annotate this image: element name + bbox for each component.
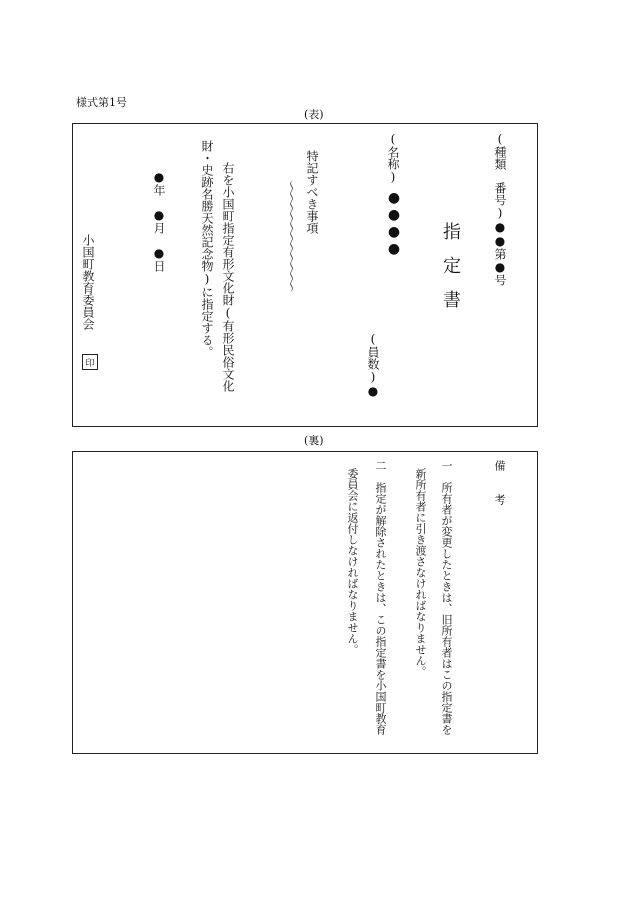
seal-text: 印 [85, 358, 95, 369]
remark-item-1-line-1: 一 所有者が変更したときは、旧所有者はこの指定書を [440, 460, 453, 735]
back-panel [72, 451, 538, 754]
designation-line-1: 右を小国町指定有形文化財(有形民俗文化 [221, 162, 235, 392]
special-notes-label: 特記すべき事項 [305, 150, 319, 234]
type-number: (種類 番号)●●第●号 [493, 132, 507, 286]
date: ●年 ●月 ●日 [152, 170, 166, 272]
name-label: (名称) [386, 132, 400, 196]
name-value: ●●●● [386, 190, 402, 258]
special-notes-wave: ～～～～～～～～～～～ [284, 180, 298, 290]
front-label: (表) [304, 108, 324, 121]
remark-item-2-line-2: 委員会に返付しなければなりません。 [346, 468, 359, 655]
document-title: 指定書 [440, 222, 461, 324]
form-label: 様式第1号 [76, 96, 127, 109]
issuer: 小国町教育委員会 [81, 234, 95, 330]
designation-line-2: 財・史跡名勝天然記念物)に指定する。 [200, 140, 214, 358]
seal-stamp [82, 354, 98, 370]
remarks-title: 備 考 [493, 460, 506, 511]
remark-item-2-line-1: 二 指定が解除されたときは、この指定書を小国町教育 [374, 460, 387, 735]
member-count: (員数)● [366, 332, 380, 398]
back-label: (裏) [304, 434, 324, 447]
remark-item-1-line-2: 新所有者に引き渡さなければなりません。 [414, 468, 427, 677]
